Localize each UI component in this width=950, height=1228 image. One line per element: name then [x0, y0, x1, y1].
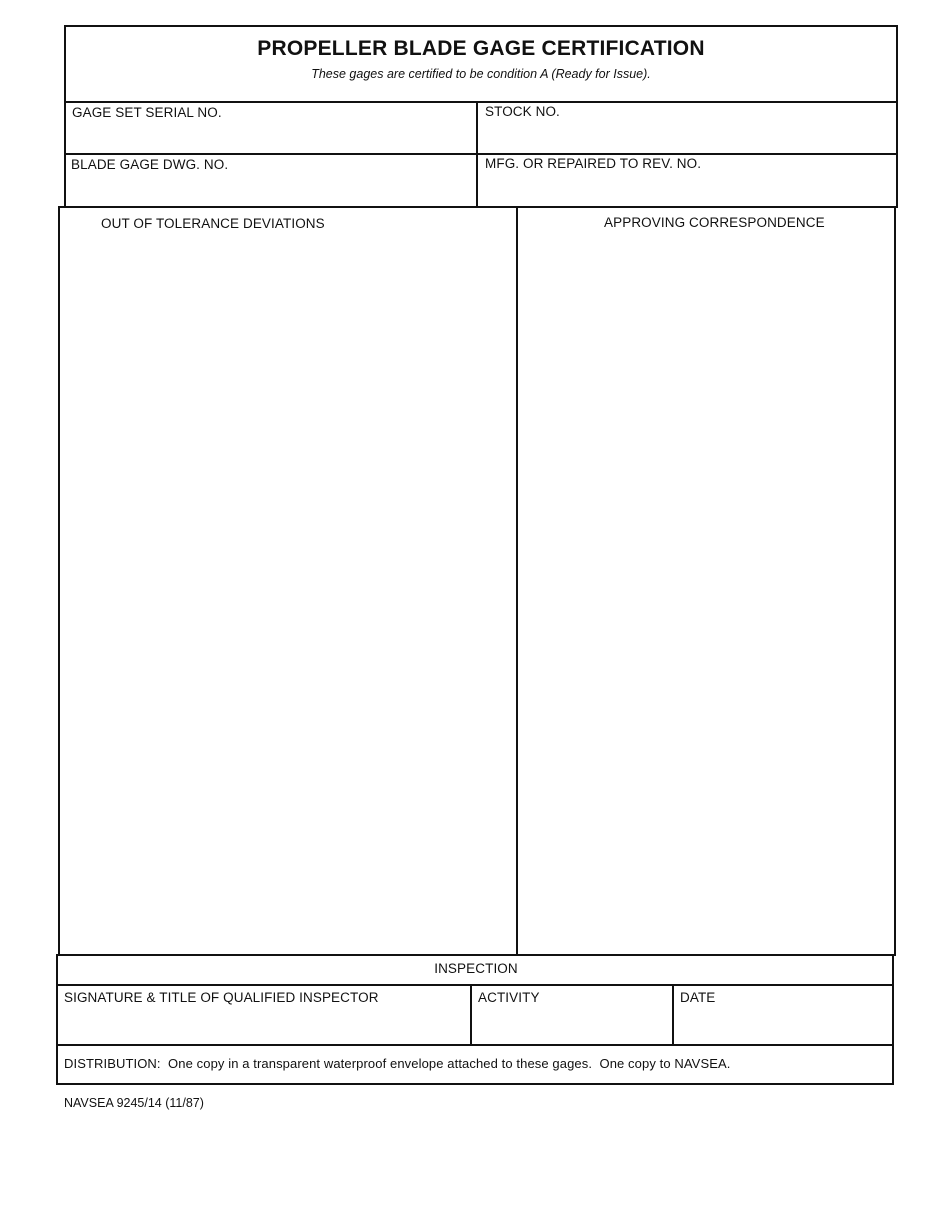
signature-field[interactable] [58, 986, 470, 1044]
form-header [64, 25, 898, 103]
form-subtitle: These gages are certified to be condition A (Ready for Issue). [311, 67, 651, 81]
signature-label: SIGNATURE & TITLE OF QUALIFIED INSPECTOR [64, 990, 379, 1005]
blade-gage-dwg-label: BLADE GAGE DWG. NO. [71, 157, 229, 172]
out-of-tolerance-field[interactable] [60, 208, 516, 954]
gage-set-serial-field[interactable] [66, 103, 476, 153]
stock-no-field[interactable] [478, 103, 896, 153]
gage-set-serial-label: GAGE SET SERIAL NO. [72, 105, 222, 120]
out-of-tolerance-label: OUT OF TOLERANCE DEVIATIONS [101, 216, 325, 231]
divider [56, 1044, 894, 1046]
form-title: PROPELLER BLADE GAGE CERTIFICATION [257, 37, 705, 60]
approving-correspondence-label: APPROVING CORRESPONDENCE [604, 215, 825, 230]
mfg-rev-no-field[interactable] [478, 155, 896, 206]
date-label: DATE [680, 990, 716, 1005]
mfg-rev-no-label: MFG. OR REPAIRED TO REV. NO. [485, 156, 702, 171]
distribution-note: DISTRIBUTION: One copy in a transparent waterproof envelope attached to these gages. One copy to NAVSEA. [64, 1056, 731, 1071]
inspection-heading: INSPECTION [434, 961, 518, 976]
activity-field[interactable] [472, 986, 672, 1044]
stock-no-label: STOCK NO. [485, 104, 560, 119]
blade-gage-dwg-field[interactable] [66, 155, 476, 206]
activity-label: ACTIVITY [478, 990, 540, 1005]
date-field[interactable] [674, 986, 892, 1044]
certification-form [56, 25, 898, 1085]
approving-correspondence-field[interactable] [518, 208, 894, 954]
form-number: NAVSEA 9245/14 (11/87) [64, 1096, 204, 1110]
